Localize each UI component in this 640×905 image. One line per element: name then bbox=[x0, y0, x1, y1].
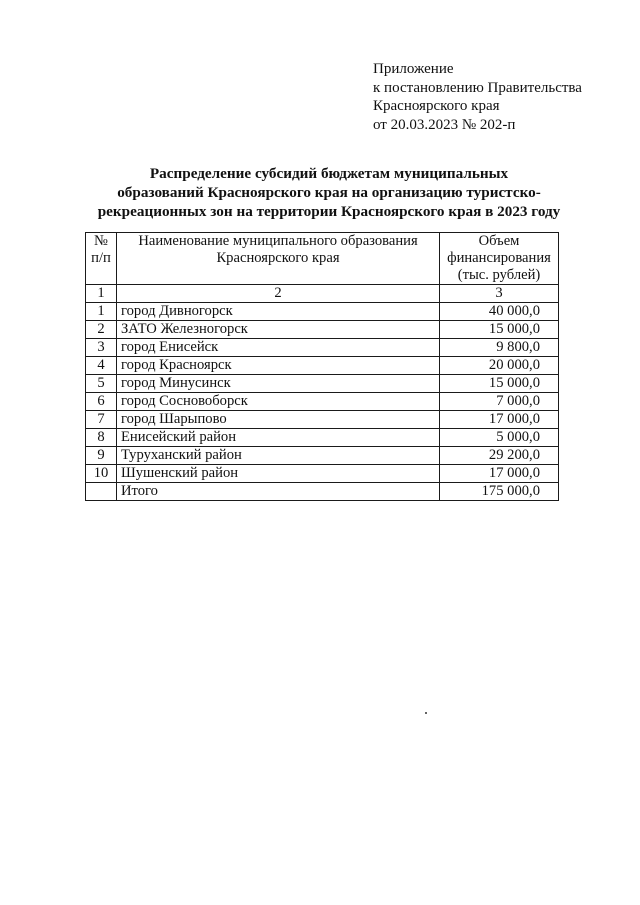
row-number: 9 bbox=[86, 447, 117, 465]
scan-speck bbox=[425, 712, 427, 714]
row-number: 4 bbox=[86, 357, 117, 375]
subsidy-table bbox=[85, 232, 559, 501]
table-row bbox=[86, 465, 559, 483]
row-municipality: Енисейский район bbox=[117, 429, 440, 447]
appendix-label: Приложение bbox=[373, 61, 454, 77]
table-row bbox=[86, 339, 559, 357]
row-number: 5 bbox=[86, 375, 117, 393]
total-number-cell bbox=[86, 483, 117, 501]
row-number: 6 bbox=[86, 393, 117, 411]
table-header-row bbox=[86, 233, 559, 285]
column-number-3: 3 bbox=[440, 285, 559, 303]
header-number-sign: № bbox=[94, 233, 108, 249]
column-number-row bbox=[86, 285, 559, 303]
table-row bbox=[86, 429, 559, 447]
row-municipality: город Шарыпово bbox=[117, 411, 440, 429]
row-number: 3 bbox=[86, 339, 117, 357]
table-row bbox=[86, 375, 559, 393]
row-amount: 9 800,0 bbox=[440, 339, 559, 357]
row-number: 2 bbox=[86, 321, 117, 339]
row-amount: 15 000,0 bbox=[440, 375, 559, 393]
title-line-3: рекреационных зон на территории Красноярского края в 2023 году bbox=[97, 203, 561, 220]
table-row bbox=[86, 321, 559, 339]
row-amount: 17 000,0 bbox=[440, 411, 559, 429]
header-number-abbr: п/п bbox=[91, 250, 111, 266]
document-title bbox=[95, 164, 563, 221]
header-municipality bbox=[117, 233, 440, 285]
row-number: 1 bbox=[86, 303, 117, 321]
appendix-region: Красноярского края bbox=[373, 98, 500, 114]
column-number-2: 2 bbox=[117, 285, 440, 303]
table-row bbox=[86, 411, 559, 429]
row-municipality: город Красноярск bbox=[117, 357, 440, 375]
row-amount: 15 000,0 bbox=[440, 321, 559, 339]
total-label: Итого bbox=[117, 483, 440, 501]
header-amount-line-3: (тыс. рублей) bbox=[457, 267, 541, 283]
row-number: 10 bbox=[86, 465, 117, 483]
row-amount: 29 200,0 bbox=[440, 447, 559, 465]
title-line-2: образований Красноярского края на организацию туристско- bbox=[117, 184, 541, 201]
column-number-1: 1 bbox=[86, 285, 117, 303]
row-number: 8 bbox=[86, 429, 117, 447]
appendix-resolution-ref: к постановлению Правительства bbox=[373, 79, 582, 96]
appendix-date-number: от 20.03.2023 № 202-п bbox=[373, 116, 516, 133]
row-amount: 17 000,0 bbox=[440, 465, 559, 483]
table-row bbox=[86, 357, 559, 375]
header-amount-line-2: финансирования bbox=[447, 250, 551, 266]
row-municipality: Туруханский район bbox=[117, 447, 440, 465]
header-amount bbox=[440, 233, 559, 285]
header-number bbox=[86, 233, 117, 285]
row-amount: 40 000,0 bbox=[440, 303, 559, 321]
header-municipality-line-1: Наименование муниципального образования bbox=[138, 233, 418, 249]
row-number: 7 bbox=[86, 411, 117, 429]
table-row bbox=[86, 393, 559, 411]
header-amount-line-1: Объем bbox=[478, 233, 520, 249]
table-row bbox=[86, 303, 559, 321]
total-amount: 175 000,0 bbox=[440, 483, 559, 501]
table-row bbox=[86, 447, 559, 465]
appendix-header bbox=[373, 60, 582, 134]
row-municipality: город Енисейск bbox=[117, 339, 440, 357]
title-line-1: Распределение субсидий бюджетам муниципальных bbox=[149, 165, 509, 182]
row-amount: 5 000,0 bbox=[440, 429, 559, 447]
row-amount: 7 000,0 bbox=[440, 393, 559, 411]
row-municipality: город Минусинск bbox=[117, 375, 440, 393]
row-municipality: город Сосновоборск bbox=[117, 393, 440, 411]
row-amount: 20 000,0 bbox=[440, 357, 559, 375]
row-municipality: ЗАТО Железногорск bbox=[117, 321, 440, 339]
header-municipality-line-2: Красноярского края bbox=[216, 250, 340, 266]
row-municipality: город Дивногорск bbox=[117, 303, 440, 321]
table-total-row bbox=[86, 483, 559, 501]
row-municipality: Шушенский район bbox=[117, 465, 440, 483]
